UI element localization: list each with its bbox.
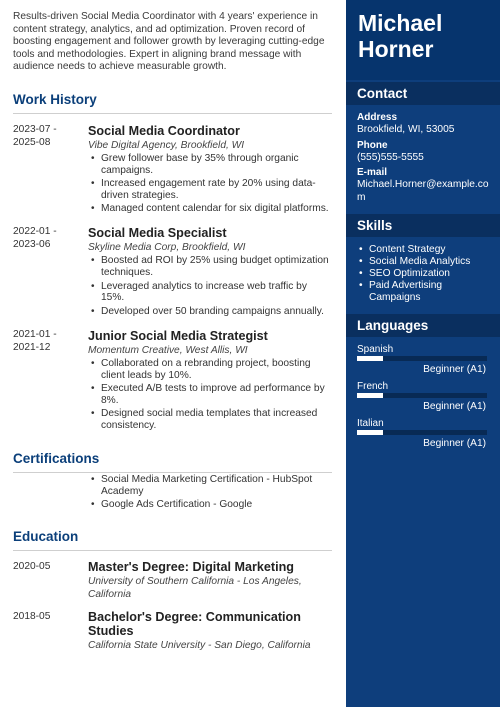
education-date: 2018-05 (13, 611, 51, 623)
job-date-start: 2021-01 - (13, 328, 57, 340)
contact-section (346, 105, 500, 212)
certification-item: • Google Ads Certification - Google (88, 499, 332, 511)
language-name: Spanish (357, 344, 394, 356)
job-date-end: 2021-12 (13, 341, 51, 353)
summary-text: Results-driven Social Media Coordinator with 4 years' experience in content strategy, analytics, and ad optimization. Proven record of boosting engagement and follower growth by leveraging cutting-edge tools and methodologies. Expert in aligning brand message with audience needs to achieve measurable growth. (13, 11, 325, 73)
job-bullet: • Boosted ad ROI by 25% using budget optimization techniques. (88, 255, 332, 279)
skill-item: • Content Strategy (357, 244, 489, 256)
language-item (357, 344, 489, 376)
sidebar (346, 0, 500, 707)
language-proficiency-bar (357, 356, 487, 361)
job-date-start: 2022-01 - (13, 226, 57, 238)
education-entry (13, 610, 332, 653)
job-bullets (88, 153, 332, 215)
job-date-start: 2023-07 - (13, 123, 57, 135)
language-proficiency-fill (357, 430, 383, 435)
job-bullet: • Increased engagement rate by 20% using data-driven strategies. (88, 178, 332, 202)
email-value: Michael.Horner@example.com (357, 179, 489, 203)
job-body (88, 225, 332, 318)
job-date (13, 225, 88, 318)
job-bullet: • Collaborated on a rebranding project, boosting client leads by 10%. (88, 358, 332, 382)
language-name: French (357, 381, 389, 393)
languages-section (346, 337, 500, 463)
job-bullet: • Leveraged analytics to increase web traffic by 15%. (88, 281, 332, 305)
address-value: Brookfield, WI, 53005 (357, 124, 455, 135)
skills-section (346, 237, 500, 312)
job-bullets (88, 255, 332, 317)
language-item (357, 381, 489, 413)
certifications-list (88, 474, 332, 511)
job-date (13, 123, 88, 216)
education-school: University of Southern California - Los Angeles, California (88, 576, 302, 600)
skill-item: • Social Media Analytics (357, 256, 489, 268)
address-label: Address (357, 112, 398, 123)
name-block (346, 0, 500, 80)
phone-value: (555)555-5555 (357, 151, 424, 163)
languages-heading: Languages (346, 314, 500, 337)
job-body (88, 328, 332, 433)
job-bullets (88, 358, 332, 432)
language-level: Beginner (A1) (423, 401, 486, 413)
education-degree: Master's Degree: Digital Marketing (88, 560, 294, 575)
job-title: Junior Social Media Strategist (88, 328, 268, 343)
education-heading: Education (13, 529, 332, 551)
job-entry (13, 328, 332, 433)
job-company: Vibe Digital Agency, Brookfield, WI (88, 139, 245, 151)
education-body (88, 610, 332, 653)
job-company: Skyline Media Corp, Brookfield, WI (88, 242, 246, 254)
certification-item: • Social Media Marketing Certification - HubSpot Academy (88, 474, 332, 498)
last-name: Horner (358, 36, 434, 62)
job-date (13, 328, 88, 433)
job-bullet: • Grew follower base by 35% through organic campaigns. (88, 153, 332, 177)
job-company: Momentum Creative, West Allis, WI (88, 344, 248, 356)
language-proficiency-bar (357, 430, 487, 435)
education-body (88, 560, 332, 601)
first-name: Michael (358, 10, 443, 36)
job-body (88, 123, 332, 216)
job-date-end: 2025-08 (13, 136, 51, 148)
language-proficiency-fill (357, 356, 383, 361)
education-date: 2020-05 (13, 561, 51, 573)
language-name: Italian (357, 418, 384, 430)
email-label: E-mail (357, 167, 388, 179)
education-school: California State University - San Diego, California (88, 640, 311, 652)
job-bullet: • Managed content calendar for six digital platforms. (88, 203, 332, 215)
contact-heading: Contact (346, 82, 500, 105)
education-entry (13, 560, 332, 601)
job-bullet: • Designed social media templates that increased consistency. (88, 408, 332, 432)
skill-item: • Paid Advertising Campaigns (357, 280, 489, 304)
language-proficiency-bar (357, 393, 487, 398)
job-entry (13, 123, 332, 216)
phone-label: Phone (357, 139, 388, 151)
work-history-heading: Work History (13, 92, 332, 114)
job-date-end: 2023-06 (13, 239, 51, 251)
job-title: Social Media Coordinator (88, 123, 240, 138)
skill-item: • SEO Optimization (357, 268, 489, 280)
skills-list (357, 244, 489, 304)
language-proficiency-fill (357, 393, 383, 398)
job-title: Social Media Specialist (88, 226, 227, 241)
certifications-heading: Certifications (13, 451, 332, 473)
language-level: Beginner (A1) (423, 364, 486, 376)
education-degree: Bachelor's Degree: Communication Studies (88, 610, 301, 639)
language-item (357, 418, 489, 450)
job-bullet: • Executed A/B tests to improve ad performance by 8%. (88, 383, 332, 407)
language-level: Beginner (A1) (423, 438, 486, 450)
job-entry (13, 225, 332, 318)
job-bullet: • Developed over 50 branding campaigns annually. (88, 306, 332, 318)
skills-heading: Skills (346, 214, 500, 237)
